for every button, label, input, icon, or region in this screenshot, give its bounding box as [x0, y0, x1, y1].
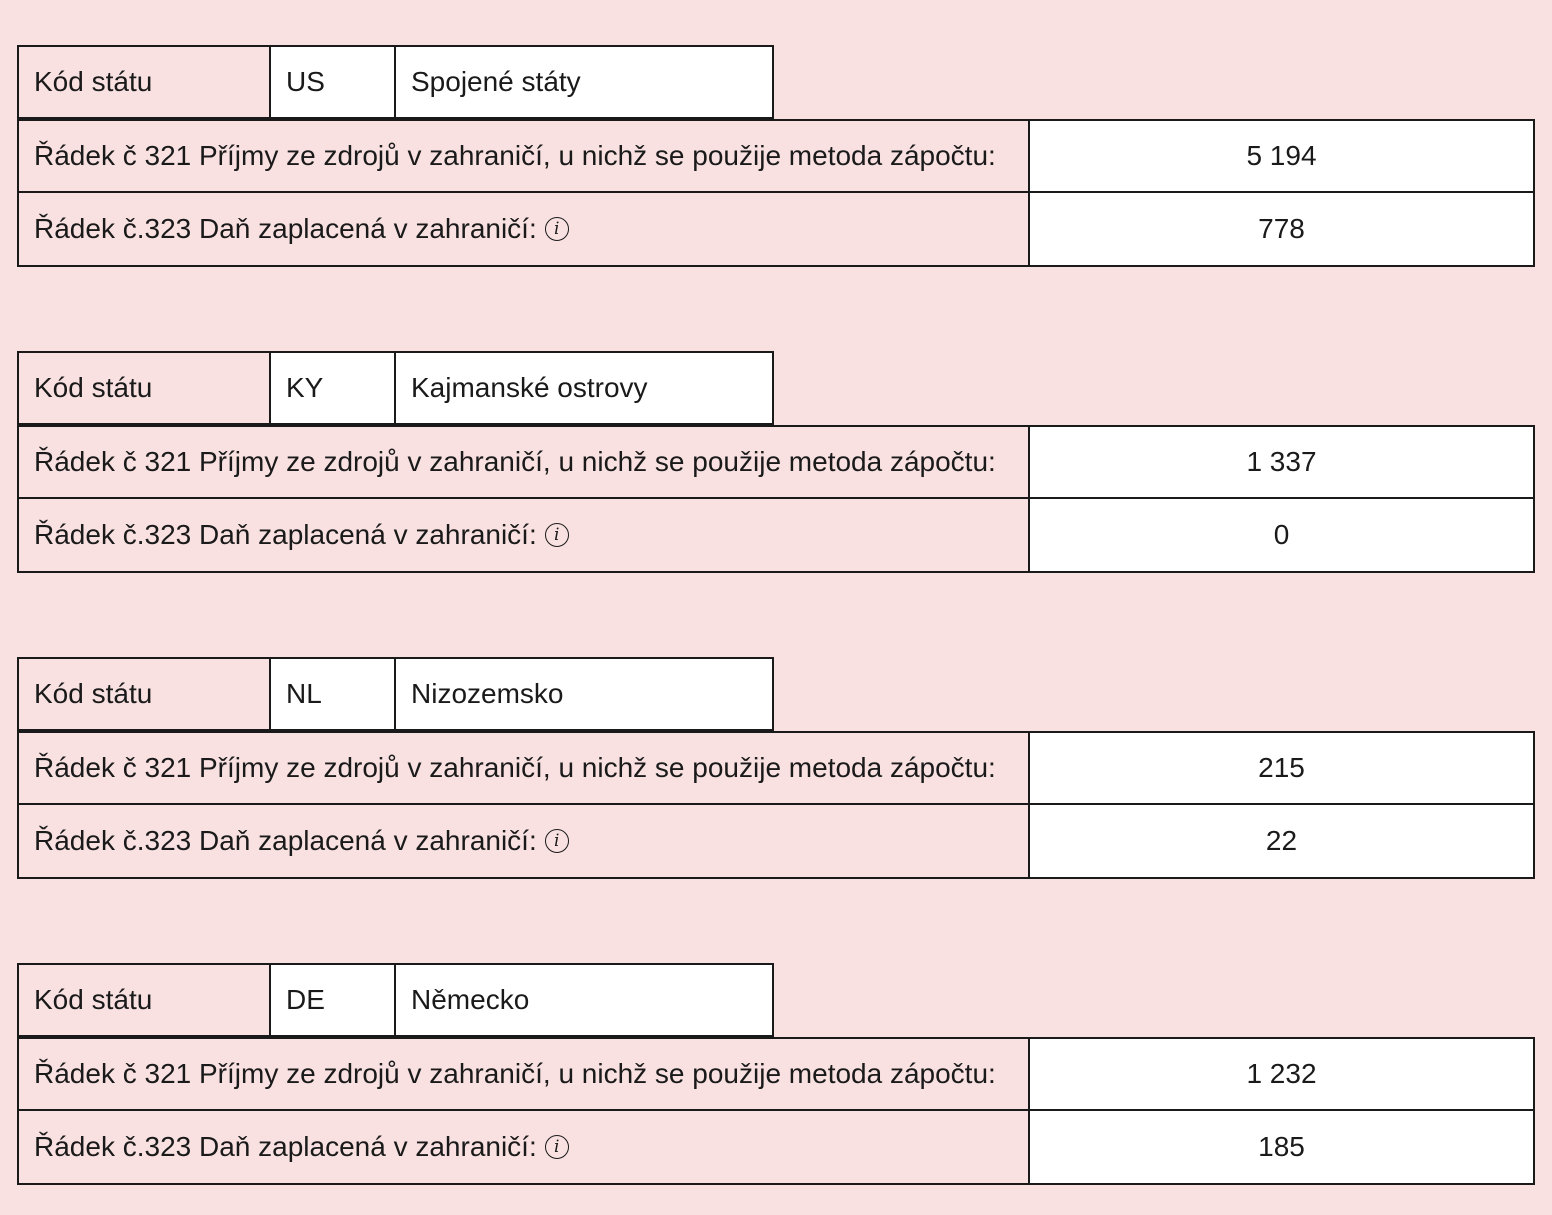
country-code-label: Kód státu — [17, 45, 271, 119]
line-323-row — [17, 805, 1535, 879]
line-321-input[interactable]: 1 337 — [1028, 425, 1535, 499]
line-323-label: Řádek č.323 Daň zaplacená v zahraničí: — [34, 213, 537, 244]
line-323-label: Řádek č.323 Daň zaplacená v zahraničí: — [34, 825, 537, 856]
country-code-input[interactable]: KY — [269, 351, 396, 425]
country-code-row — [17, 351, 774, 425]
line-321-row — [17, 1037, 1535, 1111]
line-323-row — [17, 499, 1535, 573]
line-323-input[interactable]: 22 — [1028, 803, 1535, 879]
line-321-label: Řádek č 321 Příjmy ze zdrojů v zahraničí, u nichž se použije metoda zápočtu: — [17, 1037, 1030, 1111]
country-code-input[interactable]: DE — [269, 963, 396, 1037]
country-block-de — [17, 963, 1535, 1185]
line-323-label-cell — [17, 191, 1030, 267]
line-321-row — [17, 425, 1535, 499]
country-code-input[interactable]: NL — [269, 657, 396, 731]
info-icon[interactable]: i — [545, 523, 569, 547]
country-name-field: Kajmanské ostrovy — [394, 351, 774, 425]
line-321-label: Řádek č 321 Příjmy ze zdrojů v zahraničí, u nichž se použije metoda zápočtu: — [17, 119, 1030, 193]
country-block-nl — [17, 657, 1535, 879]
country-code-label: Kód státu — [17, 351, 271, 425]
line-323-label-cell — [17, 1109, 1030, 1185]
country-code-row — [17, 657, 774, 731]
country-code-label: Kód státu — [17, 963, 271, 1037]
country-name-field: Spojené státy — [394, 45, 774, 119]
country-code-row — [17, 963, 774, 1037]
line-321-input[interactable]: 5 194 — [1028, 119, 1535, 193]
line-321-row — [17, 731, 1535, 805]
country-code-label: Kód státu — [17, 657, 271, 731]
line-323-row — [17, 1111, 1535, 1185]
info-icon[interactable]: i — [545, 829, 569, 853]
info-icon[interactable]: i — [545, 217, 569, 241]
country-name-field: Německo — [394, 963, 774, 1037]
line-323-input[interactable]: 778 — [1028, 191, 1535, 267]
line-321-input[interactable]: 215 — [1028, 731, 1535, 805]
line-323-label: Řádek č.323 Daň zaplacená v zahraničí: — [34, 519, 537, 550]
country-code-input[interactable]: US — [269, 45, 396, 119]
country-block-us — [17, 45, 1535, 267]
line-323-input[interactable]: 0 — [1028, 497, 1535, 573]
country-name-field: Nizozemsko — [394, 657, 774, 731]
line-321-label: Řádek č 321 Příjmy ze zdrojů v zahraničí, u nichž se použije metoda zápočtu: — [17, 425, 1030, 499]
line-321-input[interactable]: 1 232 — [1028, 1037, 1535, 1111]
line-323-input[interactable]: 185 — [1028, 1109, 1535, 1185]
line-323-row — [17, 193, 1535, 267]
line-323-label-cell — [17, 803, 1030, 879]
info-icon[interactable]: i — [545, 1135, 569, 1159]
country-block-ky — [17, 351, 1535, 573]
country-code-row — [17, 45, 774, 119]
line-321-label: Řádek č 321 Příjmy ze zdrojů v zahraničí, u nichž se použije metoda zápočtu: — [17, 731, 1030, 805]
line-323-label: Řádek č.323 Daň zaplacená v zahraničí: — [34, 1131, 537, 1162]
line-321-row — [17, 119, 1535, 193]
line-323-label-cell — [17, 497, 1030, 573]
